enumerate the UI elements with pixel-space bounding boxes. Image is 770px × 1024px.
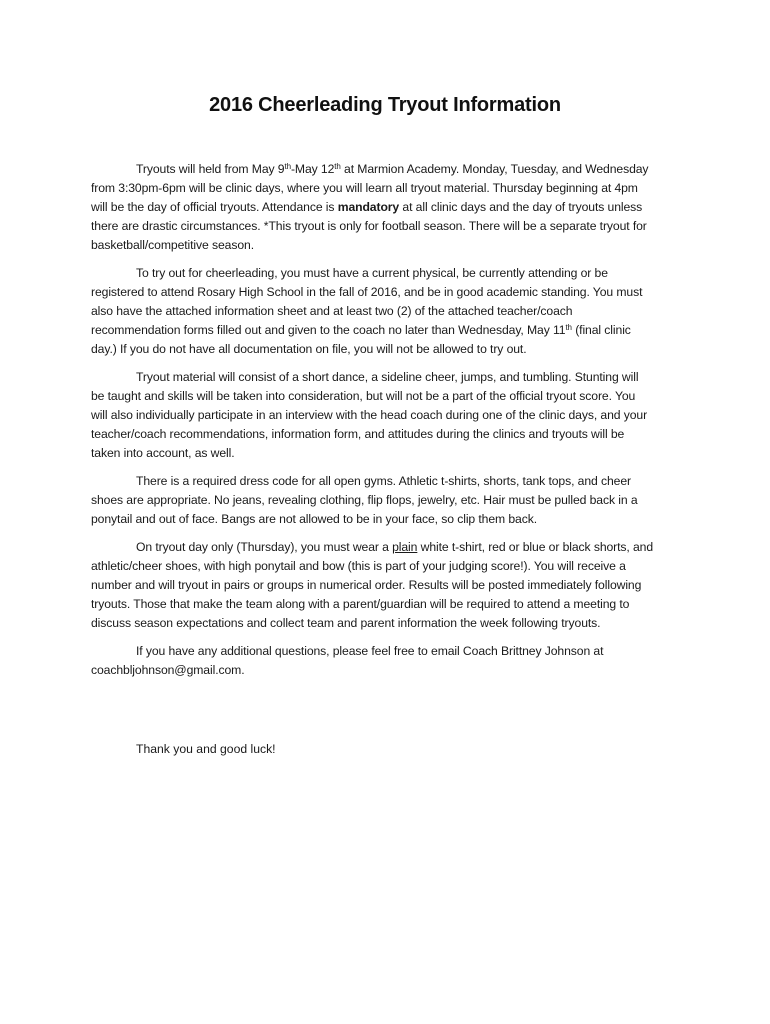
p2-text-b: (final clinic day.) If you do not have all documentation on file, you will not be allowed to try out.	[91, 323, 631, 356]
paragraph-contact: If you have any additional questions, please feel free to email Coach Brittney Johnson at coachbljohnson@gmail.com.	[91, 644, 604, 677]
closing-line: Thank you and good luck!	[136, 742, 276, 756]
document-body	[91, 160, 653, 689]
p1-text-d: at all clinic days and the day of tryouts unless there are drastic circumstances. *This tryout is only for football season. There will be a separate tryout for basketball/competitive season.	[91, 200, 647, 252]
paragraph-dress-code: There is a required dress code for all open gyms. Athletic t-shirts, shorts, tank tops, and cheer shoes are appropriate. No jeans, revealing clothing, flip flops, jewelry, etc. Hair must be pulled back in a ponytail and out of face. Bangs are not allowed to be in your face, so clip them back.	[91, 474, 638, 526]
p1-text-a: Tryouts will held from May 9	[136, 162, 285, 176]
p5-text-b: white t-shirt, red or blue or black shorts, and athletic/cheer shoes, with high ponytail and bow (this is part of your judging score!). You will receive a number and will tryout in pairs or groups in numerical order. Results will be posted immediately following tryouts. Those that make the team along with a parent/guardian will be required to attend a meeting to discuss season expectations and collect team and parent information the week following tryouts.	[91, 540, 654, 630]
p1-bold-mandatory: mandatory	[337, 200, 400, 214]
paragraph-tryout-schedule	[91, 160, 653, 255]
p1-superscript-2: th	[334, 162, 341, 171]
p2-text-a: To try out for cheerleading, you must have a current physical, be currently attending or be registered to attend Rosary High School in the fall of 2016, and be in good academic standing. You must also have the attached information sheet and at least two (2) of the attached teacher/coach recommendation forms filled out and given to the coach no later than Wednesday, May 11	[91, 266, 643, 337]
paragraph-tryout-day	[91, 538, 653, 633]
p5-text-a: On tryout day only (Thursday), you must wear a	[136, 540, 393, 554]
p1-text-b: -May 12	[290, 162, 335, 176]
paragraph-requirements	[91, 264, 653, 359]
page-title: 2016 Cheerleading Tryout Information	[209, 94, 561, 116]
p1-text-c: at Marmion Academy. Monday, Tuesday, and Wednesday from 3:30pm-6pm will be clinic days, where you will learn all tryout material. Thursday beginning at 4pm will be the day of official tryouts. Attendance is	[91, 162, 649, 214]
paragraph-tryout-material: Tryout material will consist of a short dance, a sideline cheer, jumps, and tumbling. Stunting will be taught and skills will be taken into consideration, but will not be a part of the official tryout score. You will also individually participate in an interview with the head coach during one of the clinic days, and your teacher/coach recommendations, information form, and attitudes during the clinics and tryouts will be taken into account, as well.	[91, 370, 648, 460]
p5-underline-plain: plain	[392, 540, 418, 554]
p1-superscript-1: th	[284, 162, 291, 171]
p2-superscript: th	[565, 323, 572, 332]
